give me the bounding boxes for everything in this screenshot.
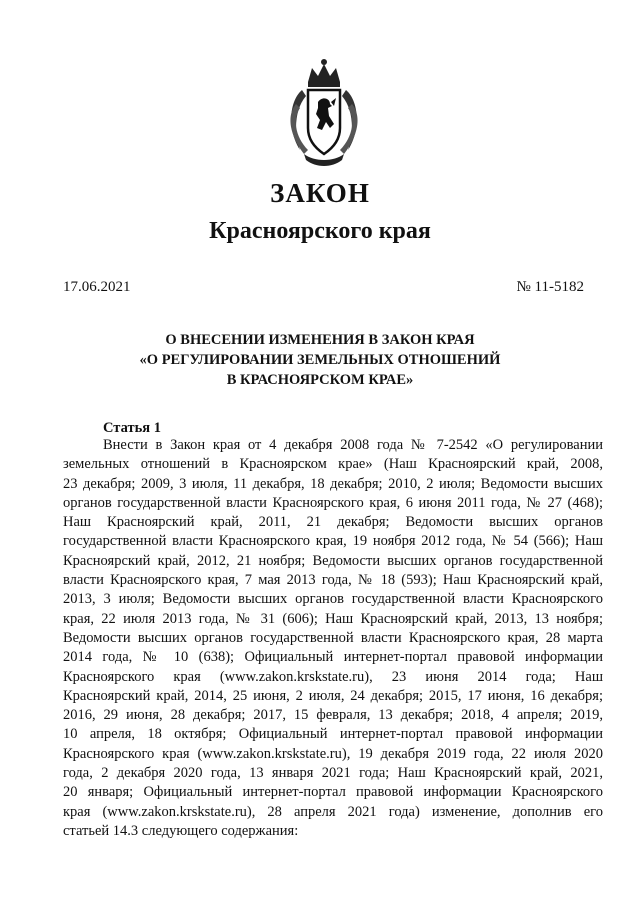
document-date: 17.06.2021 [63,279,131,295]
law-heading-line: «О РЕГУЛИРОВАНИИ ЗЕМЕЛЬНЫХ ОТНОШЕНИЙ [139,352,501,368]
article-line: года, 2 декабря 2020 года, 13 января 2021 года; Наш Красноярский край, 2021, [63,765,603,782]
article-line: государственной власти Красноярского края, 19 ноября 2012 года, № 54 (566); Наш [63,533,603,550]
article-line: Наш Красноярский край, 2011, 21 декабря; Ведомости высших органов [63,514,603,531]
article-line: 10 апреля, 18 октября; Официальный интернет-портал правовой информации [63,726,603,743]
article-title: Статья 1 [103,420,161,436]
article-line: Внести в Закон края от 4 декабря 2008 года № 7-2542 «О регулировании [103,437,603,453]
article-line: Красноярского края (www.zakon.krskstate.ru), 23 июня 2014 года; Наш [63,668,603,685]
article-line: 2014 года, № 10 (638); Официальный интернет-портал правовой информации [63,649,603,666]
coat-of-arms-icon [282,58,366,170]
law-heading-line: О ВНЕСЕНИИ ИЗМЕНЕНИЯ В ЗАКОН КРАЯ [165,332,475,348]
document-number: № 11-5182 [516,279,584,295]
article-line: Красноярского края (www.zakon.krskstate.ru), 19 декабря 2019 года, 22 июля 2020 [63,745,603,762]
article-line: 23 декабря; 2009, 3 июля, 11 декабря, 18 декабря; 2010, 2 июля; Ведомости высших [63,475,603,492]
article-line: статьей 14.3 следующего содержания: [63,822,299,839]
article-line: власти Красноярского края, 7 мая 2013 года, № 18 (593); Наш Красноярский край, [63,572,603,589]
article-line: края (www.zakon.krskstate.ru), 28 апреля 2021 года) изменение, дополнив его [63,803,603,820]
document-subtitle: Красноярского края [209,218,431,244]
document-title: ЗАКОН [270,178,370,208]
article-line: 20 января; Официальный интернет-портал правовой информации Красноярского [63,784,603,801]
article-line: края, 22 июля 2013 года, № 31 (606); Наш Красноярский край, 2013, 13 ноября; [63,610,603,627]
article-line: органов государственной власти Красноярского края, 6 июня 2011 года, № 27 (468); [63,494,603,511]
article-line: земельных отношений в Красноярском крае» (Наш Красноярский край, 2008, [63,456,603,473]
article-line: Красноярский край, 2014, 25 июня, 2 июля, 24 декабря; 2015, 17 июня, 16 декабря; [63,687,603,704]
law-heading [0,330,640,390]
article-line: Красноярский край, 2012, 21 ноября; Ведомости высших органов государственной [63,552,603,569]
article-line: Ведомости высших органов государственной власти Красноярского края, 28 марта [63,629,603,646]
article-line: 2013, 3 июля; Ведомости высших органов государственной власти Красноярского [63,591,603,608]
law-heading-line: В КРАСНОЯРСКОМ КРАЕ» [226,372,414,388]
article-body [63,436,603,841]
article-line: 2016, 29 июня, 28 декабря; 2017, 15 февраля, 13 декабря; 2018, 4 апреля; 2019, [63,707,603,724]
